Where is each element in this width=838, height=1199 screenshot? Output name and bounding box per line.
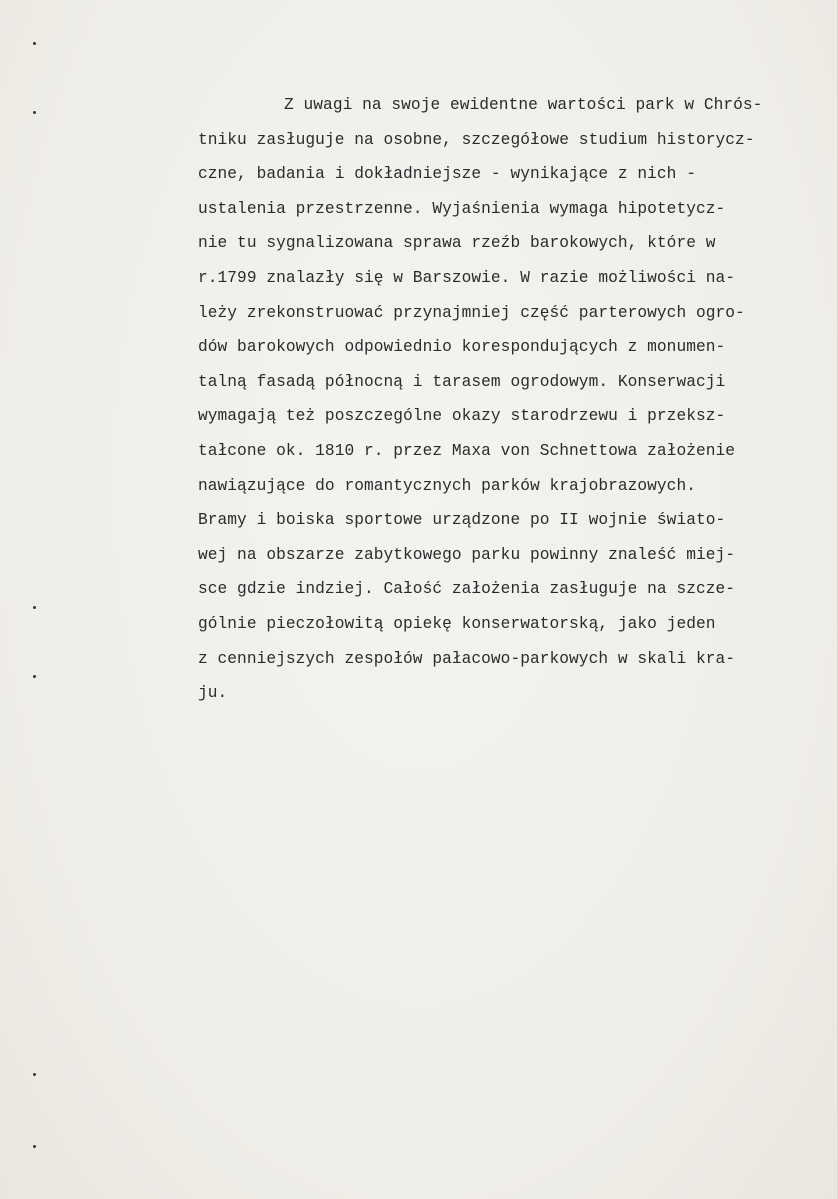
- margin-mark: [33, 675, 36, 678]
- text-line: gólnie pieczołowitą opiekę konserwatorską, jako jeden: [198, 614, 716, 633]
- text-line: leży zrekonstruować przynajmniej część parterowych ogro-: [198, 303, 745, 322]
- text-line: nawiązujące do romantycznych parków krajobrazowych.: [198, 476, 696, 495]
- text-line: wymagają też poszczególne okazy starodrzewu i przeksz-: [198, 407, 726, 426]
- margin-mark: [33, 1145, 36, 1148]
- margin-mark: [33, 42, 36, 45]
- text-line: czne, badania i dokładniejsze - wynikające z nich -: [198, 165, 696, 184]
- text-line: r.1799 znalazły się w Barszowie. W razie możliwości na-: [198, 268, 736, 287]
- margin-mark: [33, 111, 36, 114]
- text-line: nie tu sygnalizowana sprawa rzeźb barokowych, które w: [198, 234, 716, 253]
- margin-mark: [33, 606, 36, 609]
- margin-mark: [33, 1073, 36, 1076]
- text-line: Z uwagi na swoje ewidentne wartości park w Chrós-: [284, 96, 763, 114]
- text-line: ju.: [198, 684, 228, 703]
- text-line: wej na obszarze zabytkowego parku powinny znaleść miej-: [198, 545, 736, 564]
- text-line: ustalenia przestrzenne. Wyjaśnienia wymaga hipotetycz-: [198, 199, 726, 218]
- text-line: z cenniejszych zespołów pałacowo-parkowych w skali kra-: [198, 649, 736, 668]
- text-line: tniku zasługuje na osobne, szczegółowe studium historycz-: [198, 130, 755, 149]
- text-line: tałcone ok. 1810 r. przez Maxa von Schnettowa założenie: [198, 441, 736, 460]
- typed-text-body: [198, 88, 798, 711]
- text-line: talną fasadą północną i tarasem ogrodowym. Konserwacji: [198, 372, 726, 391]
- text-line: dów barokowych odpowiednio korespondujących z monumen-: [198, 338, 726, 357]
- text-line: sce gdzie indziej. Całość założenia zasługuje na szcze-: [198, 580, 736, 599]
- text-line: Bramy i boiska sportowe urządzone po II wojnie świato-: [198, 511, 726, 530]
